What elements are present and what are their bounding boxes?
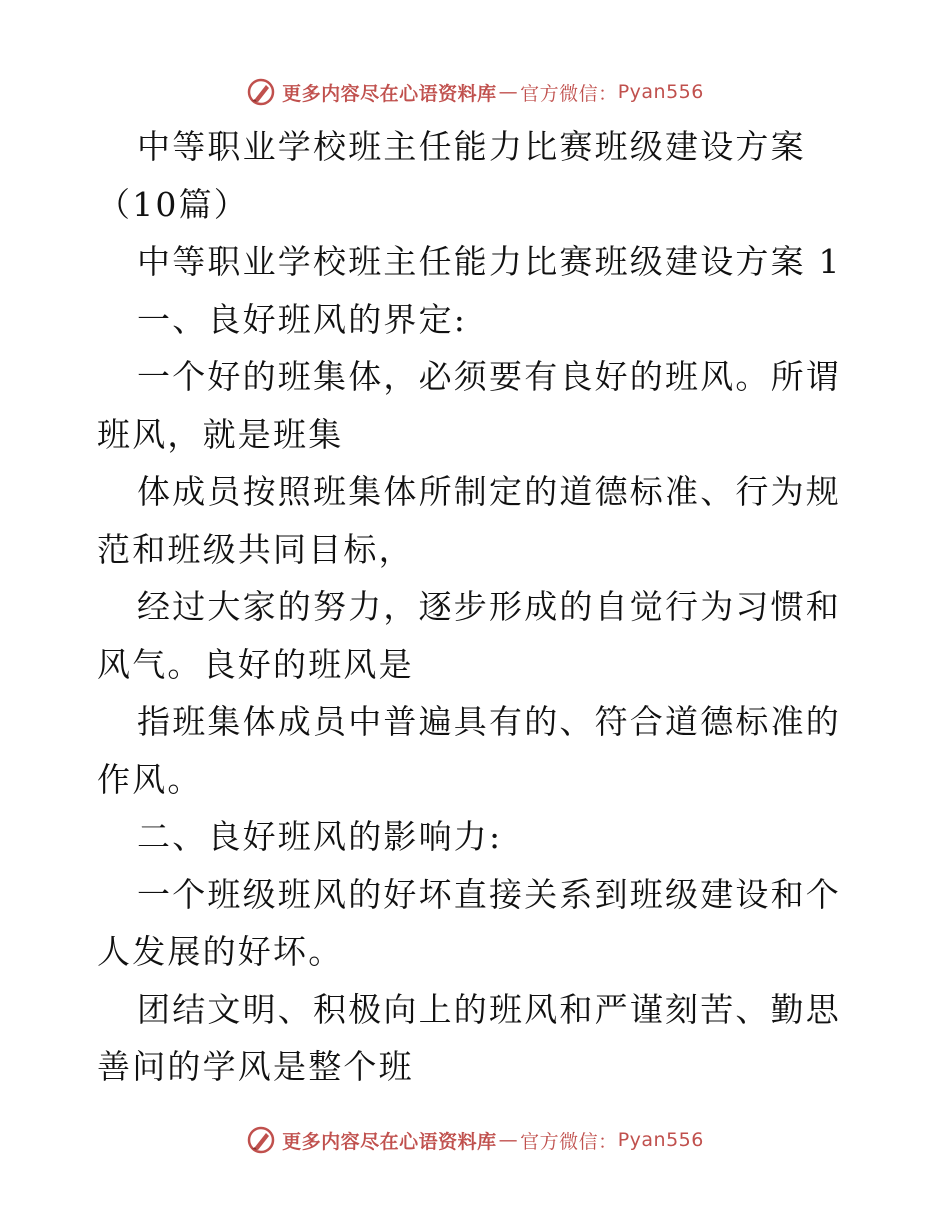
paragraph: 团结文明、积极向上的班风和严谨刻苦、勤思善问的学风是整个班	[97, 989, 841, 1086]
paragraph: 体成员按照班集体所制定的道德标准、行为规范和班级共同目标，	[97, 472, 841, 569]
paragraph: 经过大家的努力，逐步形成的自觉行为习惯和风气。良好的班风是	[97, 587, 841, 684]
watermark-wechat-label: 官方微信：	[520, 82, 618, 105]
pen-logo-icon	[246, 1125, 276, 1155]
watermark-dash: —	[498, 81, 519, 103]
paragraph: 指班集体成员中普遍具有的、符合道德标准的作风。	[97, 702, 841, 799]
subheading-1: 一、良好班风的界定:	[137, 299, 468, 339]
footer-watermark	[0, 1120, 950, 1160]
header-watermark	[0, 72, 950, 112]
watermark-wechat-label: 官方微信：	[520, 1130, 618, 1153]
pen-logo-icon	[246, 77, 276, 107]
document-title: 中等职业学校班主任能力比赛班级建设方案（10篇）	[97, 127, 806, 224]
watermark-wechat-id: Pyan556	[617, 1129, 704, 1151]
paragraph: 一个班级班风的好坏直接关系到班级建设和个人发展的好坏。	[97, 874, 841, 971]
document-body	[97, 118, 857, 1096]
watermark-main-text: 更多内容尽在心语资料库	[282, 1130, 497, 1153]
section-heading: 中等职业学校班主任能力比赛班级建设方案 1	[137, 242, 842, 281]
paragraph: 一个好的班集体，必须要有良好的班风。所谓班风，就是班集	[97, 357, 841, 454]
subheading-2: 二、良好班风的影响力:	[137, 817, 503, 856]
watermark-dash: —	[498, 1129, 519, 1151]
watermark-wechat-id: Pyan556	[617, 81, 704, 103]
watermark-main-text: 更多内容尽在心语资料库	[282, 82, 497, 105]
